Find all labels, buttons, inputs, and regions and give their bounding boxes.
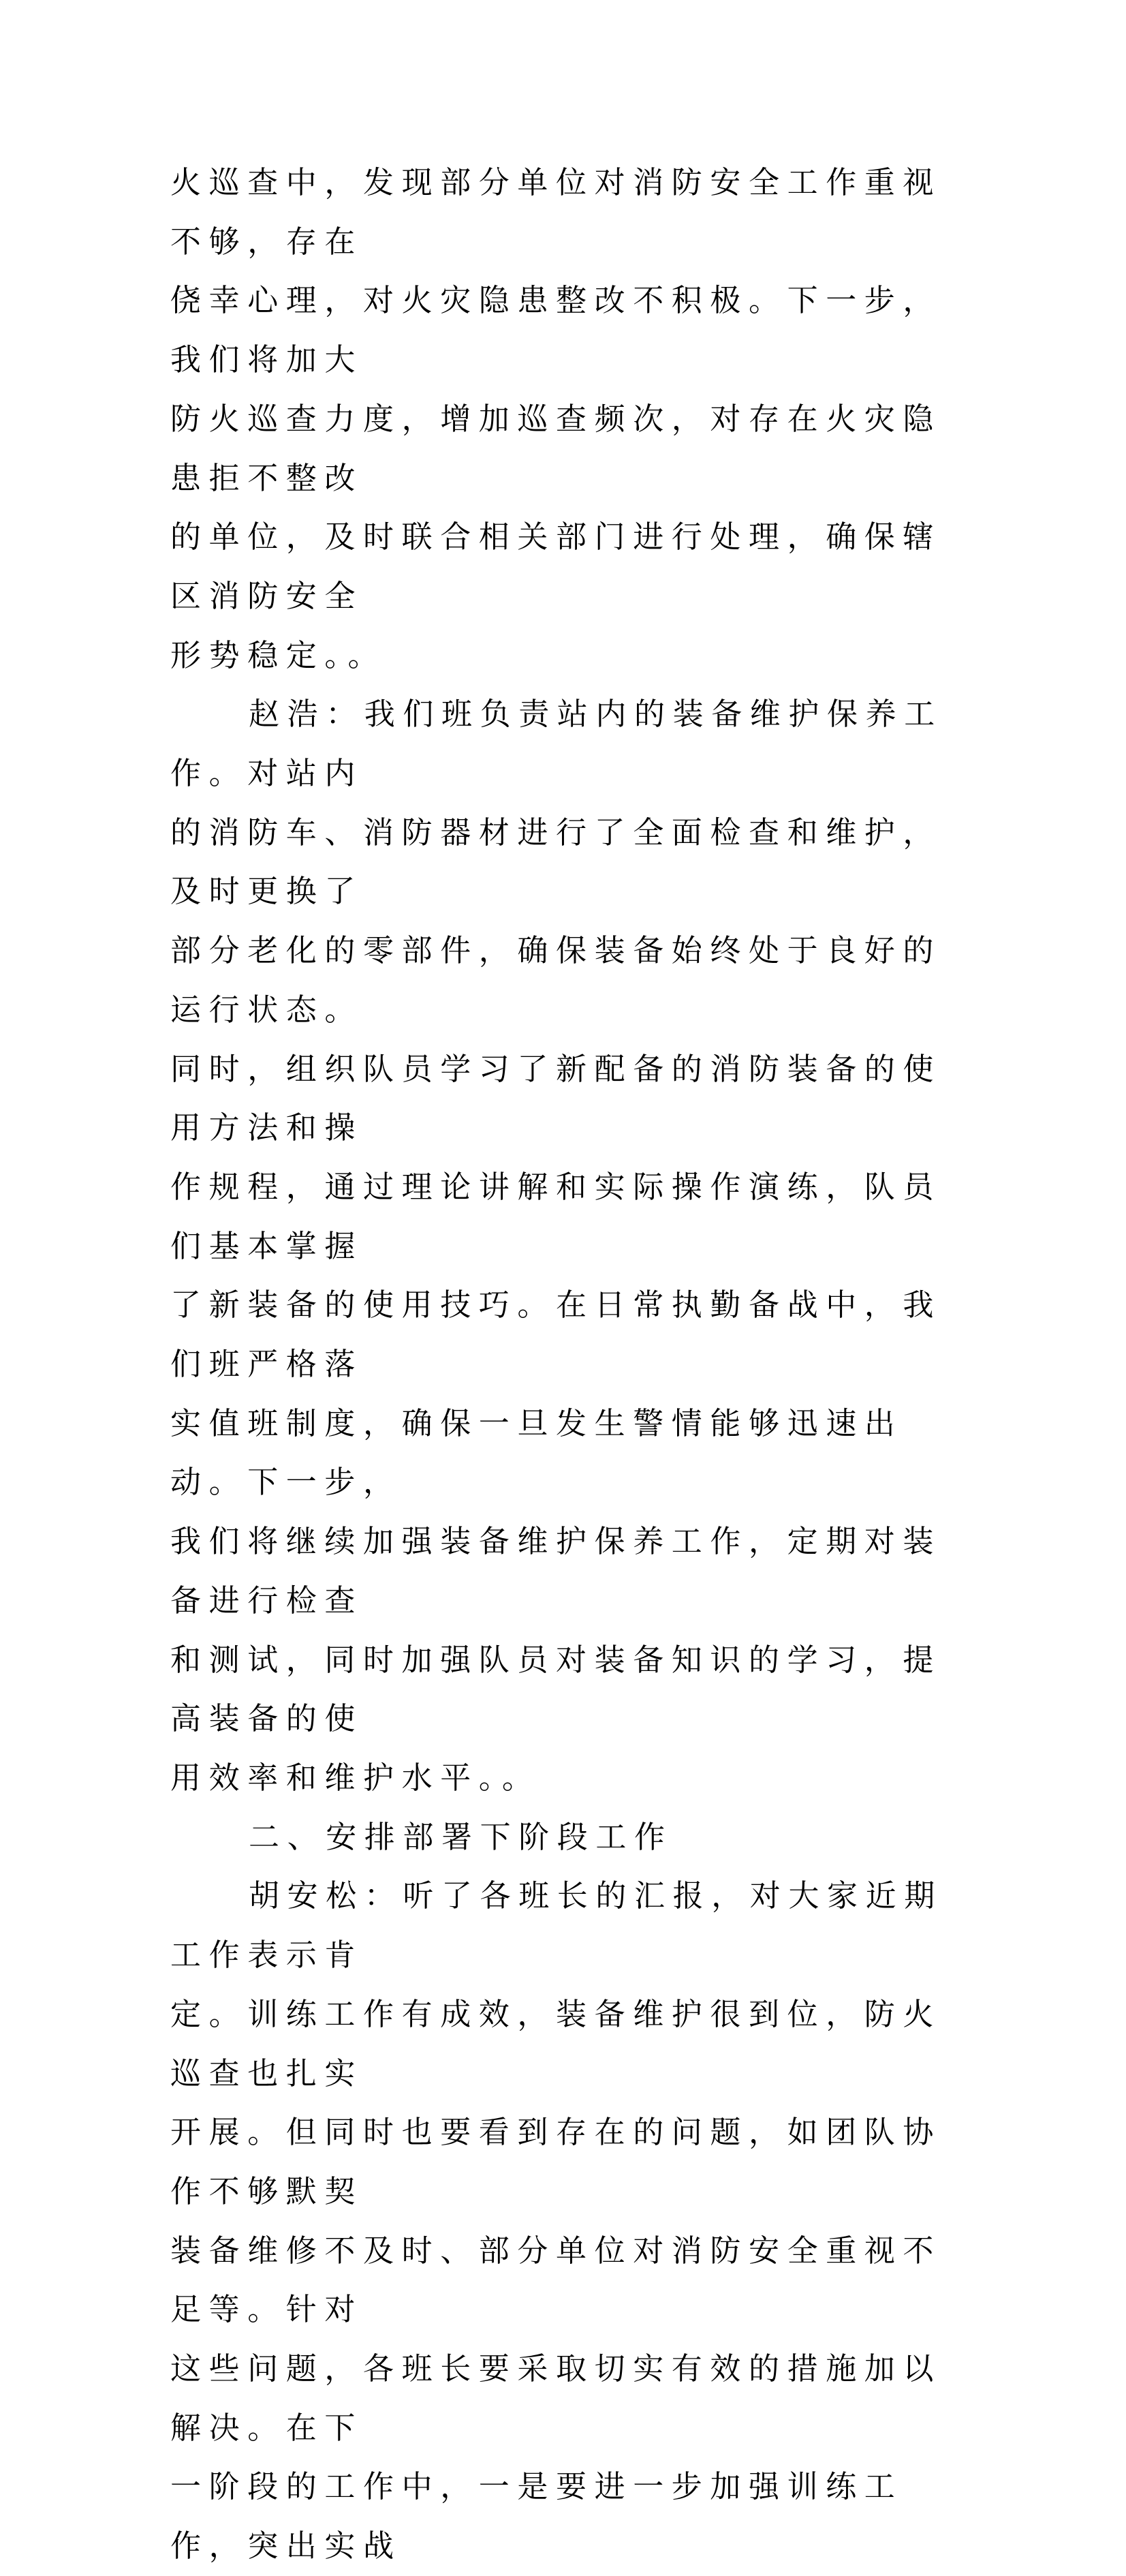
text-line: 侥幸心理，对火灾隐患整改不积极。下一步，我们将加大 <box>170 282 942 378</box>
text-line: 的消防车、消防器材进行了全面检查和维护，及时更换了 <box>170 814 942 910</box>
text-line: 开展。但同时也要看到存在的问题，如团队协作不够默契 <box>170 2114 942 2209</box>
text-line: 的单位，及时联合相关部门进行处理，确保辖区消防安全 <box>170 519 942 614</box>
section-heading: 二、安排部署下阶段工作 <box>249 1818 673 1855</box>
text-line: 实值班制度，确保一旦发生警情能够迅速出动。下一步， <box>170 1405 903 1501</box>
text-line: 同时，组织队员学习了新配备的消防装备的使用方法和操 <box>170 1050 942 1146</box>
text-line: 装备维修不及时、部分单位对消防安全重视不足等。针对 <box>170 2232 942 2328</box>
text-line: 用效率和维护水平。。 <box>170 1759 541 1796</box>
text-line: 作规程，通过理论讲解和实际操作演练，队员们基本掌握 <box>170 1168 942 1264</box>
text-line: 这些问题，各班长要采取切实有效的措施加以解决。在下 <box>170 2350 942 2446</box>
text-line: 形势稳定。。 <box>170 637 387 673</box>
text-line: 一阶段的工作中，一是要进一步加强训练工作，突出实战 <box>170 2468 903 2564</box>
text-line: 我们将继续加强装备维护保养工作，定期对装备进行检查 <box>170 1523 942 1619</box>
speech-paragraph-start-zhao-hao: 赵浩：我们班负责站内的装备维护保养工作。对站内 <box>170 696 943 792</box>
text-line: 防火巡查力度，增加巡查频次，对存在火灾隐患拒不整改 <box>170 400 942 496</box>
text-line: 定。训练工作有成效，装备维护很到位，防火巡查也扎实 <box>170 1995 942 2091</box>
text-line: 了新装备的使用技巧。在日常执勤备战中，我们班严格落 <box>170 1287 942 1383</box>
text-line: 火巡查中，发现部分单位对消防安全工作重视不够，存在 <box>170 164 942 260</box>
document-body <box>170 153 958 2576</box>
text-line: 和测试，同时加强队员对装备知识的学习，提高装备的使 <box>170 1641 942 1737</box>
speech-paragraph-start-hu-ansong: 胡安松：听了各班长的汇报，对大家近期工作表示肯 <box>170 1877 943 1974</box>
text-line: 部分老化的零部件，确保装备始终处于良好的运行状态。 <box>170 932 942 1028</box>
